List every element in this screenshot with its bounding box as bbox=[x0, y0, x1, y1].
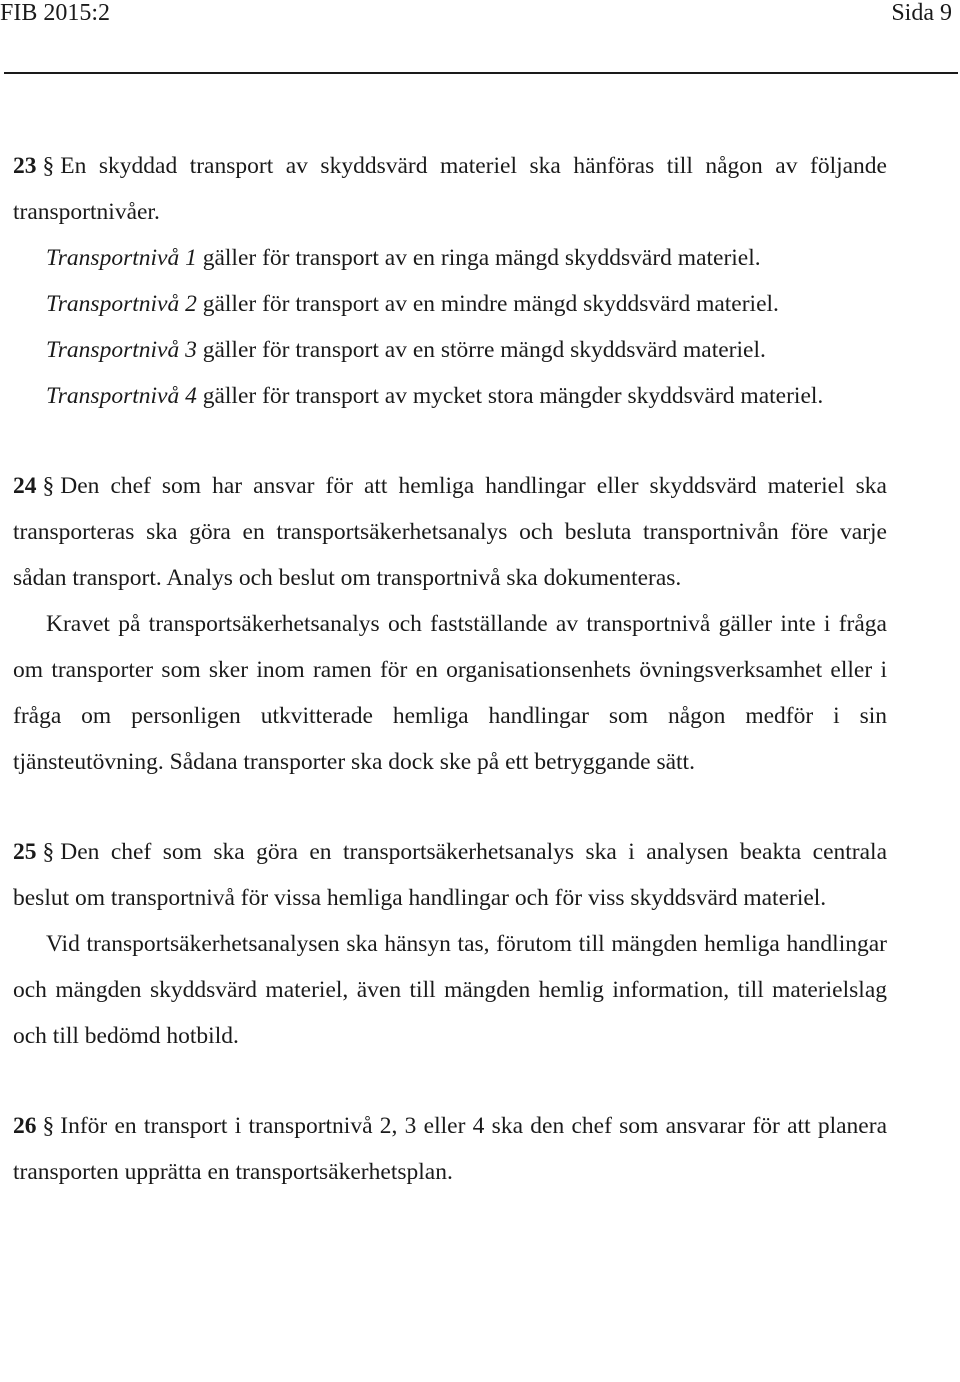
section-24-paragraph-2 bbox=[13, 601, 887, 785]
transport-level-3 bbox=[13, 327, 887, 373]
level-text: gäller för transport av en ringa mängd skyddsvärd materiel. bbox=[202, 245, 761, 271]
section-23-intro bbox=[13, 143, 887, 235]
section-sign: § bbox=[42, 839, 55, 865]
paragraph-text: Kravet på transportsäkerhetsanalys och fastställande av transportnivå gäller inte i fråga om transporter som sker inom ramen för en organisationsenhets övningsverksamhet eller i fråga om personligen utkvitterade hemliga handlingar som någon medför i sin tjänsteutövning. Sådana transporter ska dock ske på ett betryggande sätt. bbox=[13, 611, 887, 775]
page-header bbox=[0, 0, 960, 30]
section-sign: § bbox=[42, 1113, 55, 1139]
transport-level-1 bbox=[13, 235, 887, 281]
paragraph-text: Vid transportsäkerhetsanalysen ska hänsyn tas, förutom till mängden hemliga handlingar och mängden skyddsvärd materiel, även till mängden hemlig information, till materielslag och till bedömd hotbild. bbox=[13, 931, 887, 1049]
section-sign: § bbox=[42, 473, 55, 499]
paragraph-text: Inför en transport i transportnivå 2, 3 eller 4 ska den chef som ansvarar för att planera transporten upprätta en transportsäkerhetsplan. bbox=[13, 1113, 887, 1185]
section-number: 25 bbox=[13, 839, 37, 865]
document-body bbox=[13, 143, 887, 1195]
section-25-paragraph-2 bbox=[13, 921, 887, 1059]
transport-level-4 bbox=[13, 373, 887, 419]
level-text: gäller för transport av mycket stora mängder skyddsvärd materiel. bbox=[202, 383, 824, 409]
level-label: Transportnivå 4 bbox=[46, 383, 197, 409]
section-24-paragraph-1 bbox=[13, 463, 887, 601]
paragraph-text: En skyddad transport av skyddsvärd materiel ska hänföras till någon av följande transportnivåer. bbox=[13, 153, 887, 225]
header-divider bbox=[4, 72, 958, 74]
section-number: 23 bbox=[13, 153, 37, 179]
level-text: gäller för transport av en mindre mängd skyddsvärd materiel. bbox=[202, 291, 779, 317]
section-number: 24 bbox=[13, 473, 37, 499]
section-sign: § bbox=[42, 153, 55, 179]
level-label: Transportnivå 3 bbox=[46, 337, 197, 363]
page-number: Sida 9 bbox=[891, 0, 952, 26]
section-25-paragraph-1 bbox=[13, 829, 887, 921]
document-reference: FIB 2015:2 bbox=[0, 0, 111, 26]
transport-level-2 bbox=[13, 281, 887, 327]
section-number: 26 bbox=[13, 1113, 37, 1139]
level-text: gäller för transport av en större mängd skyddsvärd materiel. bbox=[202, 337, 766, 363]
level-label: Transportnivå 1 bbox=[46, 245, 197, 271]
level-label: Transportnivå 2 bbox=[46, 291, 197, 317]
paragraph-text: Den chef som har ansvar för att hemliga handlingar eller skyddsvärd materiel ska transporteras ska göra en transportsäkerhetsanalys och besluta transportnivån före varje sådan transport. Analys och beslut om transportnivå ska dokumenteras. bbox=[13, 473, 887, 591]
section-26-paragraph-1 bbox=[13, 1103, 887, 1195]
paragraph-text: Den chef som ska göra en transportsäkerhetsanalys ska i analysen beakta centrala beslut om transportnivå för vissa hemliga handlingar och för viss skyddsvärd materiel. bbox=[13, 839, 887, 911]
